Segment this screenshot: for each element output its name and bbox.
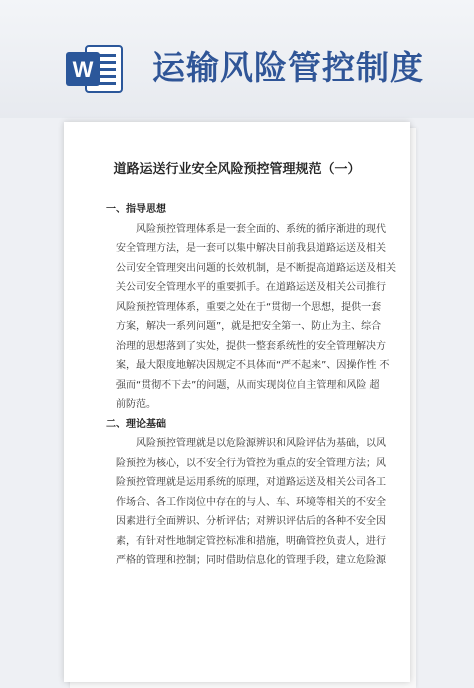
text-line: 治理的思想落到了实处，提供一整套系统性的安全管理解决方 bbox=[116, 340, 386, 352]
text-line: 关公司安全管理水平的重要抓手。在道路运送及相关公司推行 bbox=[116, 282, 386, 293]
word-logo-letter: W bbox=[72, 57, 94, 82]
banner-title: 运输风险管控制度 bbox=[152, 48, 424, 87]
section-paragraph bbox=[116, 434, 386, 571]
document-body bbox=[106, 200, 396, 571]
section-heading: 二、理论基础 bbox=[106, 418, 166, 430]
document-page bbox=[64, 122, 410, 682]
text-line: 险预控管理就是运用系统的原理，对道路运送及相关公司各工 bbox=[116, 477, 386, 488]
text-line: 强而“贯彻不下去”的问题，从而实现岗位自主管理和风险 超 bbox=[116, 379, 380, 391]
section-paragraph bbox=[116, 220, 396, 415]
text-line: 案，最大限度地解决因规定不具体而“严不起来”、因操作性 不 bbox=[116, 360, 390, 371]
section-heading: 一、指导思想 bbox=[106, 204, 166, 215]
text-line: 险预控为核心，以不安全行为管控为重点的安全管理方法；风 bbox=[116, 457, 386, 469]
text-line: 风险预控管理体系，重要之处在于“贯彻一个思想，提供一套 bbox=[116, 301, 382, 313]
word-icon bbox=[64, 38, 126, 100]
text-line: 因素进行全面辨识、分析评估；对辨识评估后的各种不安全因 bbox=[116, 516, 386, 527]
text-line: 前防范。 bbox=[116, 399, 156, 410]
text-line: 公司安全管理突出问题的长效机制，是不断提高道路运送及相关 bbox=[116, 262, 396, 274]
text-line: 风险预控管理体系是一套全面的、系统的循序渐进的现代 bbox=[136, 223, 386, 235]
text-line: 作场合、各工作岗位中存在的与人、车、环境等相关的不安全 bbox=[116, 496, 386, 508]
text-line: 严格的管理和控制；同时借助信息化的管理手段，建立危险源 bbox=[116, 555, 386, 566]
text-line: 方案，解决一系列问题”，就是把安全第一、防止为主、综合 bbox=[116, 321, 382, 332]
document-title: 道路运送行业安全风险预控管理规范（一） bbox=[113, 162, 361, 177]
text-line: 安全管理方法，是一套可以集中解决目前我县道路运送及相关 bbox=[116, 243, 386, 254]
text-line: 素，有针对性地制定管控标准和措施，明确管控负责人，进行 bbox=[116, 535, 386, 547]
text-line: 风险预控管理就是以危险源辨识和风险评估为基础，以风 bbox=[136, 438, 386, 449]
banner bbox=[0, 0, 474, 118]
